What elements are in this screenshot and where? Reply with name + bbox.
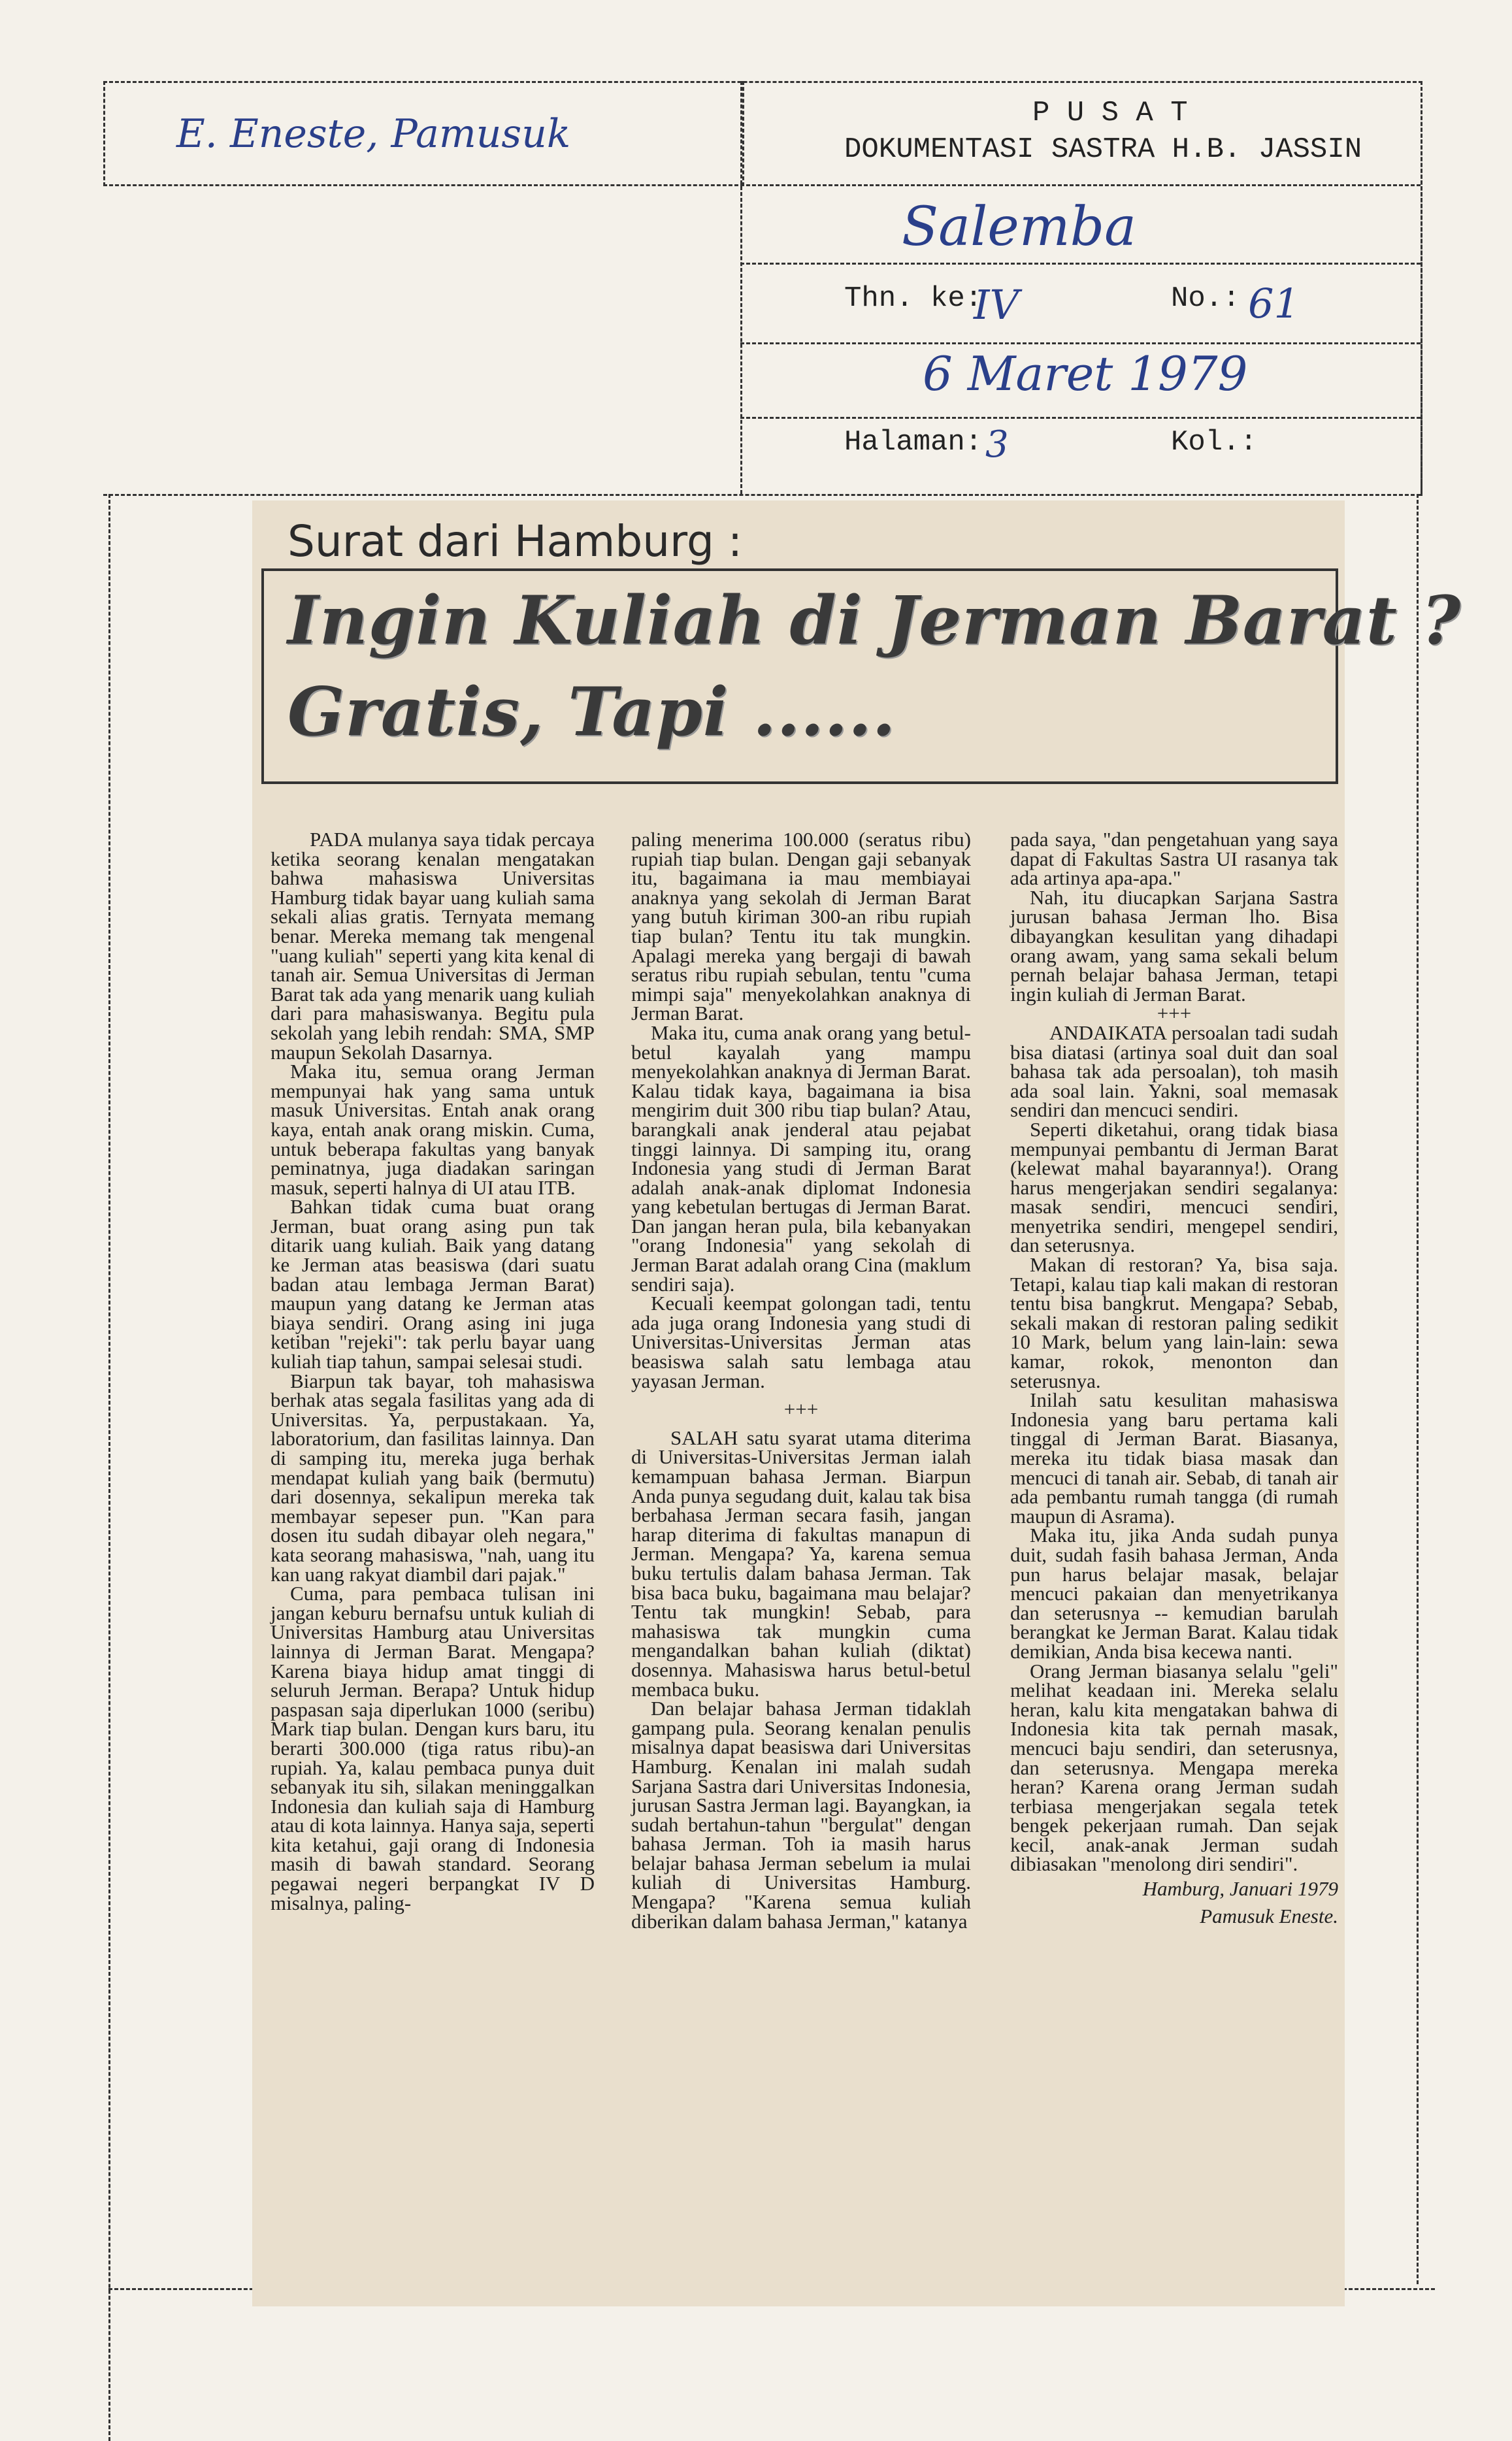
header-bottom-line (103, 494, 1421, 496)
page-label: Halaman: (844, 426, 983, 459)
year-value: IV (974, 281, 1019, 329)
header-divider (740, 417, 1421, 419)
paragraph: pada saya, "dan pengetahuan yang saya dapat di Fakultas Sastra UI rasanya tak ada artinya apa-apa." (1010, 828, 1338, 890)
article-column-2 (631, 830, 971, 1931)
paragraph: Nah, itu diucapkan Sarjana Sastra jurusan bahasa Jerman lho. Bisa dibayangkan kesulitan yang dihadapi orang awam, yang sama sekali belum pernah belajar bahasa Jerman, tetapi ingin kuliah di Jerman Barat. (1010, 885, 1338, 1006)
paragraph: Kecuali keempat golongan tadi, tentu ada juga orang Indonesia yang studi di Universitas-Universitas Jerman atas beasiswa salah satu lembaga atau yayasan Jerman. (631, 1292, 971, 1392)
paragraph: Orang Jerman biasanya selalu "geli" melihat keadaan ini. Mereka selalu heran, kalu kita mengatakan bahwa di Indonesia kita tak pernah masak, mencuci baju sendiri, dan seterusnya, dan seterusnya. Mengapa mereka heran? Karena orang Jerman sudah terbiasa mengerjakan segala tetek bengek pekerjaan rumah. Dan sejak kecil, anak-anak Jerman sudah dibiasakan "menolong diri sendiri". (1010, 1659, 1338, 1876)
publication-handwriting: Salemba (902, 196, 1136, 258)
date-handwriting: 6 Maret 1979 (923, 346, 1248, 401)
paragraph: Inilah satu kesulitan mahasiswa Indonesia yang baru pertama kali tinggal di Jerman Barat. Biasanya, mereka itu tidak biasa masak dan mencuci di tanah air. Sebab, di tanah air ada pembantu rumah tangga (di rumah maupun di Asrama). (1010, 1388, 1338, 1528)
paragraph: Seperti diketahui, orang tidak biasa mempunyai pembantu di Jerman Barat (kelewat mahal bayarannya!). Orang harus mengerjakan sendiri segalanya: masak sendiri, mencuci sendiri, menyetrika sendiri, mengepel sendiri, dan seterusnya. (1010, 1117, 1338, 1257)
dateline: Hamburg, Januari 1979 (1142, 1877, 1338, 1901)
page-value: 3 (985, 423, 1009, 466)
article-column-3 (1010, 830, 1338, 1925)
headline-line1: Ingin Kuliah di Jerman Barat ? (288, 582, 1462, 660)
archive-title-line1: P U S A T (1032, 97, 1188, 129)
paragraph: Bahkan tidak cuma buat orang Jerman, buat orang asing pun tak ditarik uang kuliah. Baik yang datang ke Jerman atas beasiswa (dari suatu badan atau lembaga Jerman Barat) maupun yang datang ke Jerman atas biaya sendiri. Orang asing ini juga ketiban "rejeki": tak perlu bayar uang kuliah tiap tahun, sampai selesai studi. (271, 1195, 595, 1373)
article-kicker: Surat dari Hamburg : (288, 516, 743, 566)
paragraph: Maka itu, jika Anda sudah punya duit, sudah fasih bahasa Jerman, Anda pun harus belajar masak, belajar mencuci pakaian dan menyetrikanya dan seterusnya -- kemudian barulah berangkat ke Jerman Barat. Kalau tidak demikian, Anda bisa kecewa nanti. (1010, 1524, 1338, 1663)
section-separator: +++ (783, 1398, 819, 1421)
headline-line2: Gratis, Tapi ...... (288, 673, 896, 751)
archive-title-line2: DOKUMENTASI SASTRA H.B. JASSIN (844, 133, 1362, 166)
column-label: Kol.: (1171, 426, 1258, 459)
section-separator: +++ (1157, 1002, 1192, 1025)
paragraph: PADA mulanya saya tidak percaya ketika seorang kenalan mengatakan bahwa mahasiswa Universitas Hamburg tidak bayar uang kuliah sama sekali alias gratis. Ternyata memang benar. Mereka memang tak mengenal "uang kuliah" seperti yang kita kenal di tanah air. Semua Universitas di Jerman Barat tak ada yang menarik uang kuliah dari para mahasiswanya. Begitu pula sekolah yang lebih rendah: SMA, SMP maupun Sekolah Dasarnya. (271, 828, 595, 1064)
paragraph: Makan di restoran? Ya, bisa saja. Tetapi, kalau tiap kali makan di restoran tentu bisa bangkrut. Mengapa? Sebab, sekali makan di restoran paling sedikit 10 Mark, belum yang lain-lain: sewa kamar, rokok, menonton dan seterusnya. (1010, 1253, 1338, 1392)
header-divider (740, 184, 1421, 186)
paragraph: Cuma, para pembaca tulisan ini jangan keburu bernafsu untuk kuliah di Universitas Hamburg atau Universitas lainnya di Jerman Barat. Mengapa? Karena biaya hidup amat tinggi di seluruh Jerman. Berapa? Untuk hidup paspasan saja diperlukan 1000 (seribu) Mark tiap bulan. Dengan kurs baru, itu berarti 300.000 (tiga ratus ribu)-an rupiah. Ya, kalau pembaca punya duit sebanyak itu sih, silakan meninggalkan Indonesia dan kuliah saja di Hamburg atau di kota lainnya. Hanya saja, seperti kita ketahui, gaji orang di Indonesia masih di bawah standard. Seorang pegawai negeri berpangkat IV D misalnya, paling- (271, 1582, 595, 1914)
header-divider (740, 342, 1421, 344)
byline: Pamusuk Eneste. (1200, 1904, 1338, 1927)
frame-right-line (1417, 494, 1419, 2284)
header-divider (740, 263, 1421, 265)
paragraph: Maka itu, cuma anak orang yang betul-betul kayalah yang mampu menyekolahkan anaknya di Jerman Barat. Kalau tidak kaya, bagaimana ia bisa mengirim duit 300 ribu tiap bulan? Atau, barangkali anak jenderal atau pejabat tinggi lainnya. Di samping itu, orang Indonesia yang studi di Jerman Barat adalah anak-anak diplomat Indonesia yang kebetulan bertugas di Jerman Barat. Dan jangan heran pula, bila kebanyakan "orang Indonesia" yang sekolah di Jerman Barat adalah orang Cina (maklum sendiri saja). (631, 1021, 971, 1296)
author-handwriting: E. Eneste, Pamusuk (176, 111, 571, 157)
number-value: 61 (1248, 280, 1300, 327)
paragraph: Biarpun tak bayar, toh mahasiswa berhak atas segala fasilitas yang ada di Universitas. Ya, perpustakaan. Ya, laboratorium, dan fasilitas lainnya. Dan di samping itu, mereka juga berhak mendapat kuliah yang baik (bermutu) dari dosennya, sekalipun mereka tak membayar sepeser pun. "Kan para dosen itu sudah dibayar oleh negara," kata seorang mahasiswa, "nah, uang itu kan uang rakyat diambil dari pajak." (271, 1369, 595, 1586)
header-divider (740, 81, 742, 494)
header-divider (1421, 81, 1422, 494)
year-label: Thn. ke: (844, 282, 983, 315)
number-label: No.: (1171, 282, 1240, 315)
paragraph: ANDAIKATA persoalan tadi sudah bisa diatasi (artinya soal duit dan soal bahasa tak ada persoalan), toh masih ada soal lain. Yakni, soal memasak sendiri dan mencuci sendiri. (1010, 1021, 1338, 1122)
paragraph: paling menerima 100.000 (seratus ribu) rupiah tiap bulan. Dengan gaji sebanyak itu, bagaimana ia mau membiayai anaknya yang sekolah di Jerman Barat yang butuh kiriman 300-an ribu rupiah tiap bulan? Tentu itu tak mungkin. Apalagi mereka yang bergaji di bawah seratus ribu rupiah sebulan, tentu "cuma mimpi saja" menyekolahkan anaknya di Jerman Barat. (631, 828, 971, 1025)
paragraph: Maka itu, semua orang Jerman mempunyai hak yang sama untuk masuk Universitas. Entah anak orang kaya, entah anak orang miskin. Cuma, untuk beberapa fakultas yang banyak peminatnya, juga diadakan saringan masuk, seperti halnya di UI atau ITB. (271, 1060, 595, 1199)
article-column-1 (271, 830, 595, 1912)
paragraph: Dan belajar bahasa Jerman tidaklah gampang pula. Seorang kenalan penulis misalnya dapat beasiswa dari Universitas Hamburg. Kenalan ini malah sudah Sarjana Sastra dari Universitas Indonesia, jurusan Sastra Jerman lagi. Bayangkan, ia sudah bertahun-tahun "bergulat" dengan bahasa Jerman. Toh ia masih harus belajar bahasa Jerman sebelum ia mulai kuliah di Universitas Hamburg. Mengapa? "Karena semua kuliah diberikan dalam bahasa Jerman," katanya (631, 1697, 971, 1933)
paragraph: SALAH satu syarat utama diterima di Universitas-Universitas Jerman ialah kemampuan bahasa Jerman. Biarpun Anda punya segudang duit, kalau tak bisa berbahasa Jerman secara fasih, jangan harap diterima di fakultas manapun di Jerman. Mengapa? Ya, karena semua buku tertulis dalam bahasa Jerman. Tak bisa baca buku, bagaimana mau belajar? Tentu tak mungkin! Sebab, para mahasiswa tak mungkin cuma mengandalkan bahan kuliah (diktat) dosennya. Mahasiswa harus betul-betul membaca buku. (631, 1426, 971, 1701)
frame-left-line (108, 494, 110, 2441)
